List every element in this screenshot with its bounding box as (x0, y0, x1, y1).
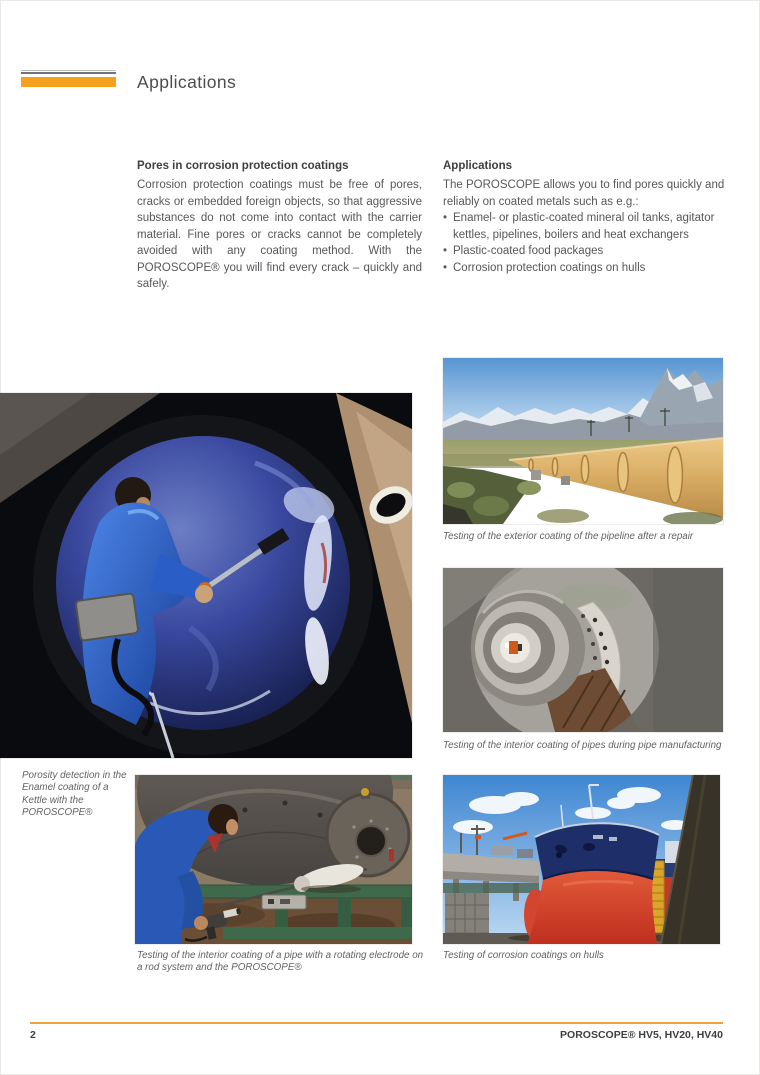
bullet-glyph: • (443, 261, 448, 274)
kettle-photo-art (0, 393, 412, 758)
pipeline-photo (443, 358, 723, 524)
pipeline-photo-art (443, 358, 723, 524)
bullet-glyph: • (443, 212, 448, 224)
ship-caption: Testing of corrosion coatings on hulls (443, 950, 604, 961)
bullet-text: Plastic-coated food packages (453, 245, 604, 257)
kettle-photo (0, 393, 412, 758)
pipes-photo (443, 568, 723, 732)
intro-left-column (137, 158, 422, 293)
bullet-text: Enamel- or plastic-coated mineral oil tanks, agitator kettles, pipelines, boilers and heat exchangers (453, 212, 715, 241)
footer-page-number: 2 (30, 1029, 36, 1041)
pipeline-caption: Testing of the exterior coating of the pipeline after a repair (443, 531, 694, 542)
intro-right-column (443, 158, 726, 276)
kettle-caption: Porosity detection in the Enamel coating of a Kettle with the POROSCOPE® (22, 770, 127, 818)
brand-mark (21, 70, 116, 87)
workshop-photo-art (135, 775, 412, 944)
ship-photo (443, 775, 720, 944)
brand-rule-top (21, 70, 116, 71)
pipes-caption: Testing of the interior coating of pipes during pipe manufacturing (443, 740, 722, 751)
workshop-caption: Testing of the interior coating of a pipe with a rotating electrode on a rod system and the POROSCOPE® (137, 950, 424, 974)
bullet-text: Corrosion protection coatings on hulls (453, 261, 646, 274)
bullet-item (443, 260, 726, 277)
footer-product-line: POROSCOPE® HV5, HV20, HV40 (560, 1029, 723, 1041)
bullet-item (443, 243, 726, 260)
ship-photo-art (443, 775, 720, 944)
brand-rule-bottom (21, 72, 116, 74)
brand-orange-bar (21, 77, 116, 87)
intro-left-body: Corrosion protection coatings must be free of pores, cracks or embedded foreign objects, so that aggressive substances do not come into contact with the carrier material. Fine pores or cracks cannot be completely avoided with any coating method. With the POROSCOPE® you will find every crack – quickly and safely. (137, 179, 422, 290)
page-title: Applications (137, 72, 237, 92)
pipes-photo-art (443, 568, 723, 732)
bullet-glyph: • (443, 245, 448, 257)
intro-left-heading: Pores in corrosion protection coatings (137, 160, 349, 172)
bullet-item (443, 210, 726, 243)
workshop-photo (135, 775, 412, 944)
intro-right-lead: The POROSCOPE allows you to find pores quickly and reliably on coated metals such as e.g.: (443, 179, 725, 208)
footer-rule (30, 1022, 723, 1024)
intro-right-heading: Applications (443, 160, 513, 172)
